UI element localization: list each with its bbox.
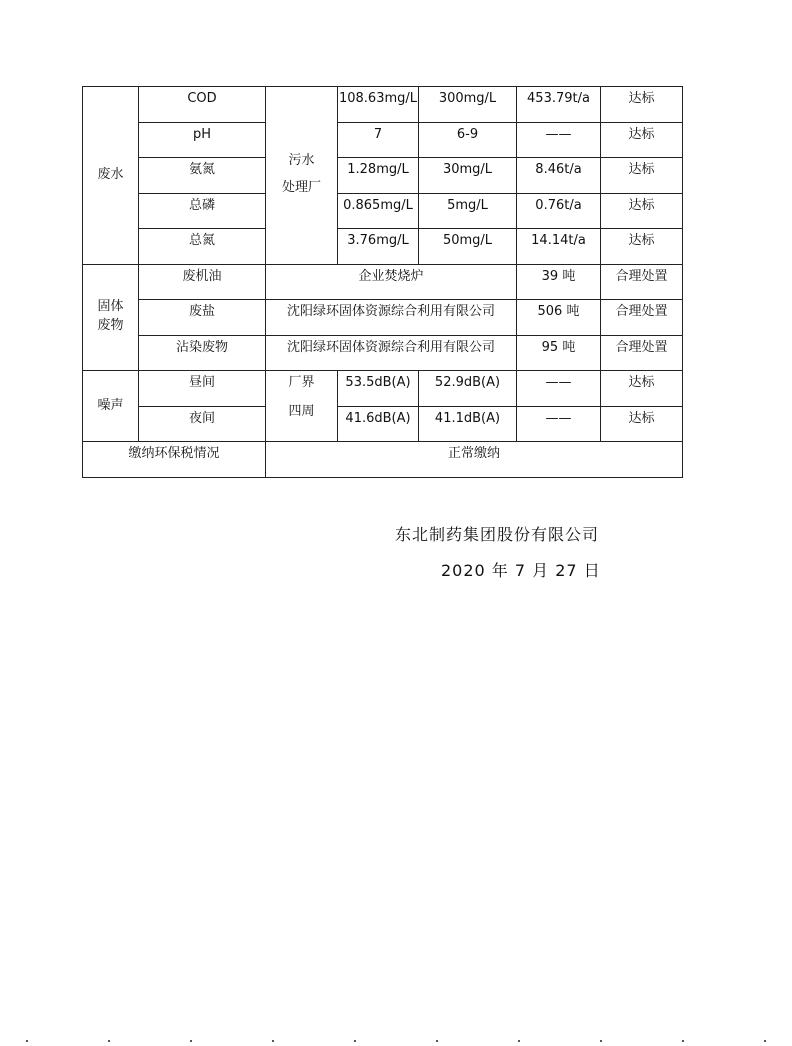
- noise-location-cell: 厂界 四周: [266, 371, 338, 442]
- category-wastewater: 废水: [83, 87, 139, 265]
- signature-date: 2020 年 7 月 27 日: [441, 561, 601, 580]
- limit-cell: 50mg/L: [419, 229, 517, 265]
- item-cell: COD: [139, 87, 266, 123]
- category-solid-waste: 固体 废物: [83, 264, 139, 371]
- table-row: [83, 371, 683, 407]
- status-cell: 合理处置: [601, 264, 683, 300]
- limit-cell: 6-9: [419, 122, 517, 158]
- item-cell: 总氮: [139, 229, 266, 265]
- status-cell: 合理处置: [601, 300, 683, 336]
- amount-cell: 39 吨: [517, 264, 601, 300]
- amount-cell: 95 吨: [517, 335, 601, 371]
- table-row: [83, 264, 683, 300]
- amount-cell: ——: [517, 371, 601, 407]
- table-row: [83, 300, 683, 336]
- limit-cell: 30mg/L: [419, 158, 517, 194]
- handler-cell: 沈阳绿环固体资源综合利用有限公司: [266, 335, 517, 371]
- status-cell: 达标: [601, 406, 683, 442]
- table-row: [83, 406, 683, 442]
- limit-cell: 41.1dB(A): [419, 406, 517, 442]
- item-cell: 昼间: [139, 371, 266, 407]
- table-row: [83, 193, 683, 229]
- amount-cell: 8.46t/a: [517, 158, 601, 194]
- amount-cell: ——: [517, 406, 601, 442]
- tax-value-cell: 正常缴纳: [266, 442, 683, 478]
- measured-cell: 53.5dB(A): [338, 371, 419, 407]
- item-cell: 氨氮: [139, 158, 266, 194]
- status-cell: 达标: [601, 371, 683, 407]
- handler-cell: 企业焚烧炉: [266, 264, 517, 300]
- table-row: [83, 87, 683, 123]
- status-cell: 达标: [601, 87, 683, 123]
- amount-cell: 506 吨: [517, 300, 601, 336]
- item-cell: 夜间: [139, 406, 266, 442]
- item-cell: 沾染废物: [139, 335, 266, 371]
- status-cell: 达标: [601, 229, 683, 265]
- table-row: [83, 335, 683, 371]
- table-row: [83, 122, 683, 158]
- status-cell: 合理处置: [601, 335, 683, 371]
- tax-label-cell: 缴纳环保税情况: [83, 442, 266, 478]
- table-row: [83, 158, 683, 194]
- environmental-report-table: [82, 86, 683, 478]
- measured-cell: 3.76mg/L: [338, 229, 419, 265]
- item-cell: pH: [139, 122, 266, 158]
- measured-cell: 1.28mg/L: [338, 158, 419, 194]
- amount-cell: ——: [517, 122, 601, 158]
- item-cell: 废盐: [139, 300, 266, 336]
- item-cell: 废机油: [139, 264, 266, 300]
- measured-cell: 7: [338, 122, 419, 158]
- limit-cell: 52.9dB(A): [419, 371, 517, 407]
- amount-cell: 0.76t/a: [517, 193, 601, 229]
- table-row: [83, 229, 683, 265]
- handler-cell: 沈阳绿环固体资源综合利用有限公司: [266, 300, 517, 336]
- status-cell: 达标: [601, 122, 683, 158]
- limit-cell: 5mg/L: [419, 193, 517, 229]
- amount-cell: 453.79t/a: [517, 87, 601, 123]
- limit-cell: 300mg/L: [419, 87, 517, 123]
- status-cell: 达标: [601, 158, 683, 194]
- status-cell: 达标: [601, 193, 683, 229]
- measured-cell: 41.6dB(A): [338, 406, 419, 442]
- treatment-cell: 污水 处理厂: [266, 87, 338, 265]
- item-cell: 总磷: [139, 193, 266, 229]
- category-noise: 噪声: [83, 371, 139, 442]
- measured-cell: 0.865mg/L: [338, 193, 419, 229]
- amount-cell: 14.14t/a: [517, 229, 601, 265]
- page-bottom-dots: [0, 1040, 792, 1046]
- table-row: [83, 442, 683, 478]
- measured-cell: 108.63mg/L: [338, 87, 419, 123]
- company-signature: 东北制药集团股份有限公司: [395, 525, 600, 544]
